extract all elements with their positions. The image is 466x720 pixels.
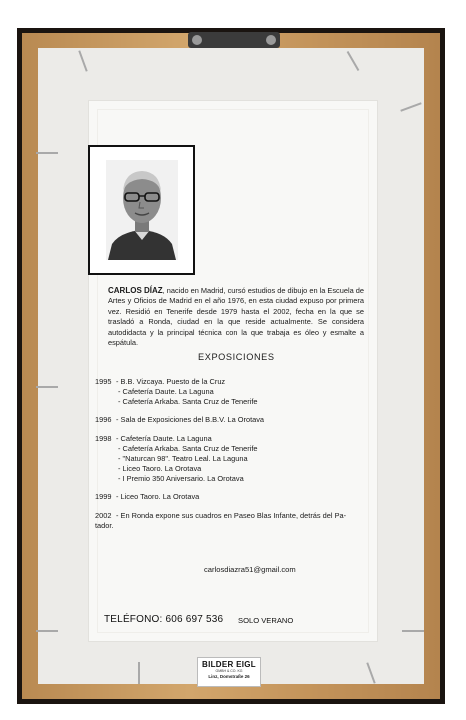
exhibition-line: - Liceo Taoro. La Orotava	[118, 464, 202, 473]
frame-clip	[36, 386, 58, 388]
exhibition-line: - Cafetería Daute. La Laguna	[116, 434, 212, 443]
portrait-photo	[106, 160, 178, 260]
exhibition-line: - "Naturcan 98". Teatro Leal. La Laguna	[118, 454, 248, 463]
exhibition-entry	[95, 511, 346, 521]
contact-email: carlosdiazra51@gmail.com	[204, 565, 296, 574]
exhibition-line: - En Ronda expone sus cuadros en Paseo Blas Infante, detrás del Pa-	[116, 511, 347, 520]
hanger-screw-left	[192, 35, 202, 45]
exhibition-year: 2002	[95, 511, 112, 520]
contact-phone: TELÉFONO: 606 697 536	[104, 614, 224, 625]
framer-label	[197, 657, 261, 687]
exhibition-line: - Cafetería Arkaba. Santa Cruz de Tenerife	[118, 397, 258, 406]
frame-hanger	[188, 32, 280, 48]
exhibition-year: 1996	[95, 415, 112, 424]
portrait-icon	[106, 160, 178, 260]
hanger-screw-right	[266, 35, 276, 45]
exhibition-line: - B.B. Vizcaya. Puesto de la Cruz	[116, 377, 226, 386]
exhibition-line: - Cafetería Arkaba. Santa Cruz de Tenerife	[118, 444, 258, 453]
exhibition-entry	[95, 434, 212, 444]
biography-paragraph	[108, 286, 364, 348]
exhibition-line: tador.	[95, 521, 114, 530]
availability-note: SOLO VERANO	[238, 616, 294, 625]
artist-name: CARLOS DÍAZ	[108, 286, 163, 295]
frame-clip	[36, 152, 58, 154]
exhibition-line: - Liceo Taoro. La Orotava	[116, 492, 200, 501]
framer-company: GMBH & CO. KG	[215, 669, 243, 673]
exhibition-year: 1999	[95, 492, 112, 501]
frame-clip	[402, 630, 424, 632]
framer-address: Linz, Domstraße 26	[208, 674, 250, 679]
frame-clip	[138, 662, 140, 684]
exhibition-line: - Sala de Exposiciones del B.B.V. La Orotava	[116, 415, 265, 424]
exhibition-entry	[95, 492, 199, 502]
framer-name: BILDER EIGL	[202, 660, 256, 669]
exhibition-year: 1995	[95, 377, 112, 386]
exhibitions-heading: EXPOSICIONES	[198, 352, 275, 362]
exhibition-line: - Cafetería Daute. La Laguna	[118, 387, 214, 396]
frame-clip	[36, 630, 58, 632]
exhibition-year: 1998	[95, 434, 112, 443]
biography-text: , nacido en Madrid, cursó estudios de dibujo en la Escuela de Artes y Oficios de Madrid en el año 1976, en esta ciudad expuso por primera vez. Residió en Tenerife desde 1979 hasta el 2002, fecha en la que se trasladó a Ronda, ciudad en la que reside actualmente. Se considera autodidacta y la principal técnica con la que trabaja es óleo y esmalte a espátula.	[108, 286, 364, 348]
exhibition-line: - I Premio 350 Aniversario. La Orotava	[118, 474, 244, 483]
exhibition-entry	[95, 377, 225, 387]
exhibition-entry	[95, 415, 264, 425]
